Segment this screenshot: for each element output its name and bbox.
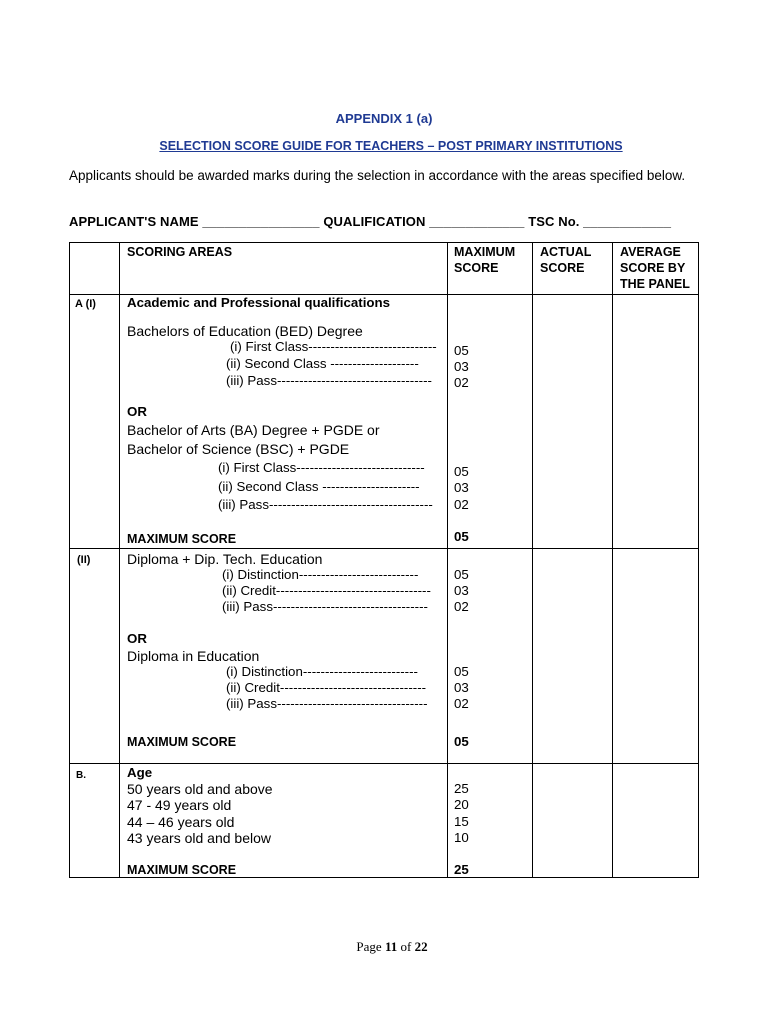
page-total: 22 [414, 939, 428, 954]
list-item: (i) First Class----------------------------- [230, 339, 437, 354]
page-footer [0, 939, 768, 955]
score-value: 05 [454, 464, 469, 479]
diploma-tech-label: Diploma + Dip. Tech. Education [127, 551, 323, 567]
table-row-divider [69, 763, 699, 764]
header-actual-score: ACTUAL SCORE [540, 245, 592, 275]
list-item: 47 - 49 years old [127, 797, 232, 813]
diploma-education-label: Diploma in Education [127, 648, 260, 664]
list-item: (ii) Second Class ---------------------- [218, 479, 420, 494]
list-item: (i) First Class----------------------------- [218, 460, 425, 475]
score-value: 10 [454, 830, 469, 845]
score-value: 02 [454, 375, 469, 390]
list-item: 50 years old and above [127, 781, 273, 797]
applicant-fields-line: APPLICANT'S NAME ________________ QUALIFICATION _____________ TSC No. ____________ [69, 214, 672, 229]
score-value: 03 [454, 359, 469, 374]
or-label: OR [127, 631, 147, 646]
list-item: (i) Distinction--------------------------- [222, 567, 419, 582]
list-item: (iii) Pass------------------------------------- [218, 497, 433, 512]
section-code-a2: (II) [77, 554, 91, 566]
footer-middle: of [397, 939, 415, 954]
table-row-divider [69, 548, 699, 549]
header-scoring-areas: SCORING AREAS [127, 245, 233, 259]
score-value: 02 [454, 599, 469, 614]
appendix-title: APPENDIX 1 (a) [335, 111, 433, 126]
list-item: (ii) Credit----------------------------------- [222, 583, 431, 598]
section-code-a1: A (I) [75, 298, 96, 310]
list-item: (ii) Credit--------------------------------- [226, 680, 427, 695]
table-divider [612, 242, 613, 878]
score-value: 03 [454, 680, 469, 695]
maximum-score-label: MAXIMUM SCORE [127, 863, 237, 877]
table-divider [532, 242, 533, 878]
bsc-degree-label: Bachelor of Science (BSC) + PGDE [127, 441, 350, 457]
intro-paragraph: Applicants should be awarded marks during the selection in accordance with the areas specified below. [69, 168, 686, 183]
score-value: 03 [454, 480, 469, 495]
document-subtitle: SELECTION SCORE GUIDE FOR TEACHERS – POST PRIMARY INSTITUTIONS [159, 139, 623, 153]
section-code-b: B. [76, 770, 86, 781]
score-value: 05 [454, 664, 469, 679]
score-value: 03 [454, 583, 469, 598]
list-item: 44 – 46 years old [127, 814, 235, 830]
list-item: (iii) Pass----------------------------------- [222, 599, 428, 614]
table-divider [119, 242, 120, 878]
maximum-score-value: 05 [454, 734, 469, 749]
score-value: 02 [454, 696, 469, 711]
or-label: OR [127, 404, 147, 419]
list-item: (iii) Pass---------------------------------- [226, 696, 428, 711]
maximum-score-value: 05 [454, 529, 469, 544]
ba-degree-label: Bachelor of Arts (BA) Degree + PGDE or [127, 422, 380, 438]
maximum-score-label: MAXIMUM SCORE [127, 735, 237, 749]
table-divider [447, 242, 448, 878]
section-heading-age: Age [127, 765, 153, 780]
header-average-score: AVERAGE SCORE BY THE PANEL [620, 245, 690, 291]
score-value: 05 [454, 567, 469, 582]
list-item: (iii) Pass----------------------------------- [226, 373, 432, 388]
list-item: 43 years old and below [127, 830, 271, 846]
bed-degree-label: Bachelors of Education (BED) Degree [127, 323, 363, 339]
header-maximum-score: MAXIMUM SCORE [454, 245, 516, 275]
page-number: 11 [384, 939, 398, 954]
maximum-score-label: MAXIMUM SCORE [127, 532, 237, 546]
score-value: 02 [454, 497, 469, 512]
score-value: 20 [454, 797, 469, 812]
list-item: (ii) Second Class -------------------- [226, 356, 419, 371]
footer-prefix: Page [356, 939, 385, 954]
score-value: 05 [454, 343, 469, 358]
list-item: (i) Distinction-------------------------- [226, 664, 418, 679]
maximum-score-value: 25 [454, 862, 469, 877]
section-heading-academic: Academic and Professional qualifications [127, 295, 391, 310]
score-value: 15 [454, 814, 469, 829]
score-value: 25 [454, 781, 469, 796]
